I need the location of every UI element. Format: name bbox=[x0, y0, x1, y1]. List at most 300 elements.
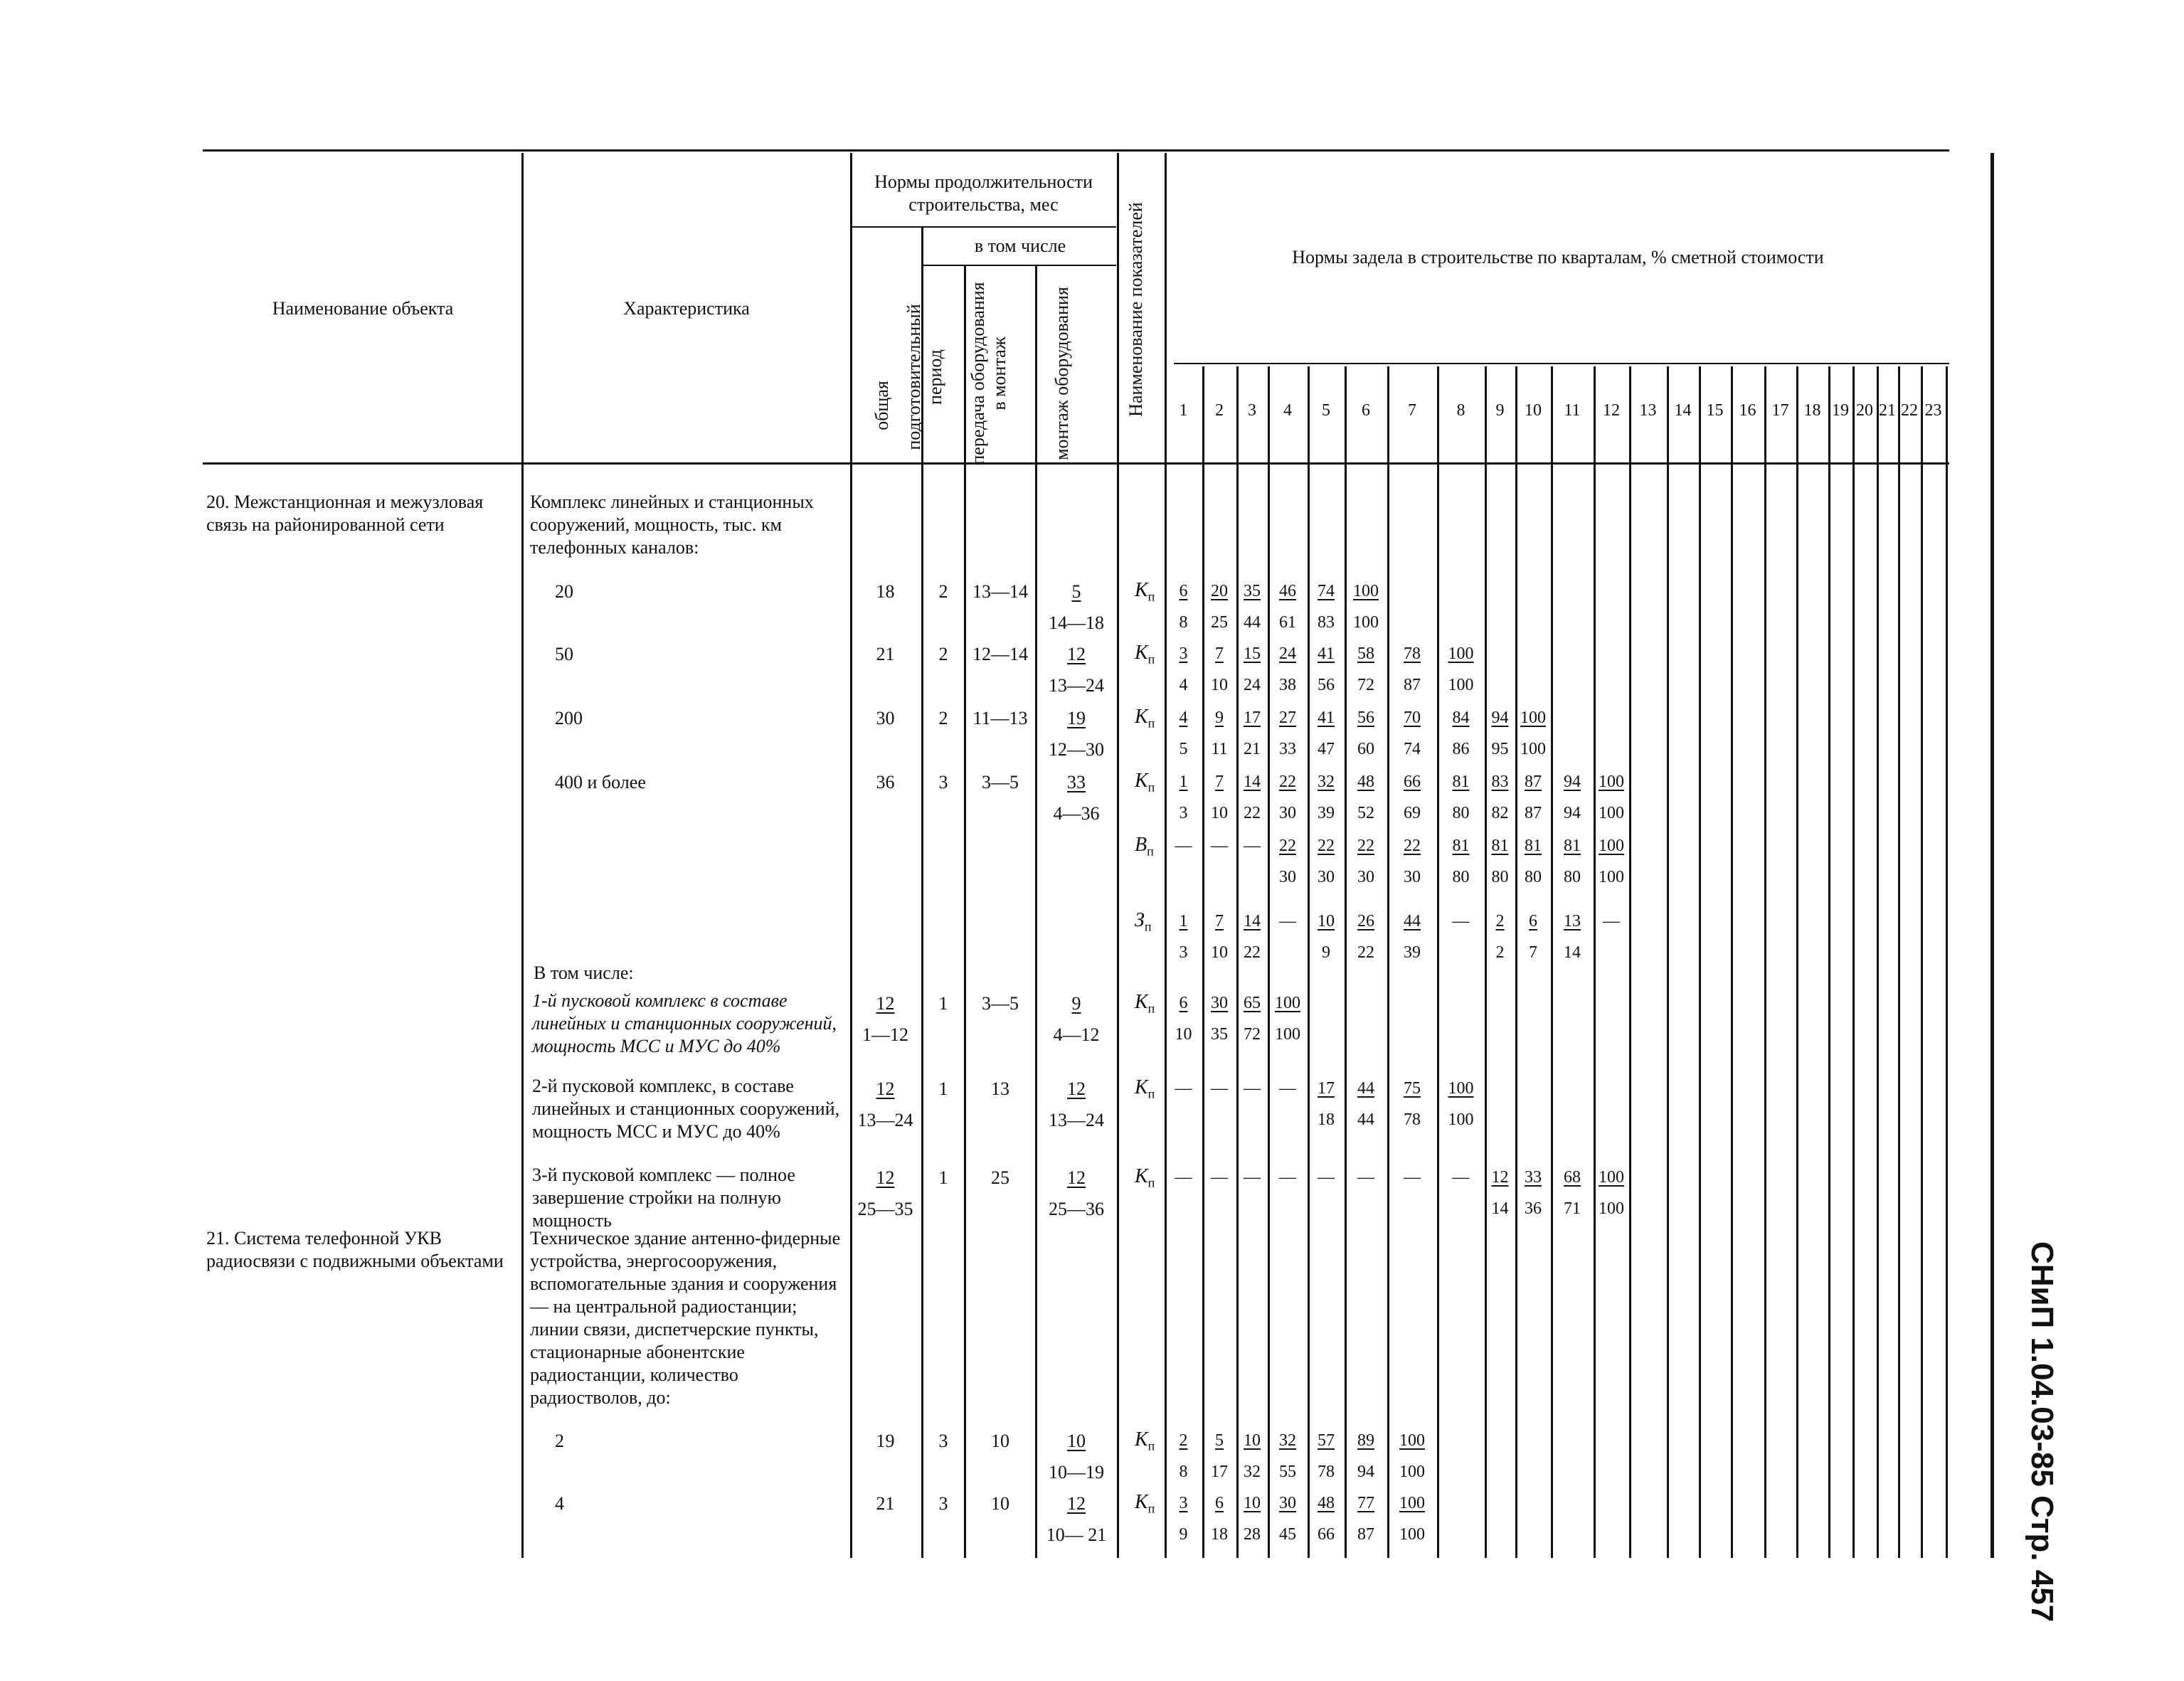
row-equipment-transfer: 13—14 bbox=[972, 581, 1028, 602]
quarter-value-top: 94 bbox=[1564, 773, 1581, 791]
quarter-value-top: 81 bbox=[1452, 773, 1470, 791]
quarter-value-bottom: 100 bbox=[1599, 868, 1624, 886]
quarter-value-top: 100 bbox=[1599, 837, 1624, 855]
quarter-value-bottom: 2 bbox=[1495, 943, 1505, 962]
quarter-header-14: 14 bbox=[1674, 401, 1692, 420]
row-label: 3-й пусковой комплекс — полное завершение стройки на полную мощность bbox=[532, 1165, 795, 1231]
indicator-letter: К bbox=[1135, 1428, 1148, 1451]
quarter-value-bottom: 10 bbox=[1211, 804, 1228, 822]
quarter-value-top: — bbox=[1357, 1168, 1374, 1187]
quarter-subrule bbox=[1174, 363, 1949, 364]
indicator-subscript: п bbox=[1147, 844, 1154, 859]
quarter-value-top: 81 bbox=[1452, 837, 1470, 855]
row-equipment-transfer: 3—5 bbox=[982, 772, 1019, 792]
quarter-value-top: 27 bbox=[1279, 709, 1296, 727]
row-total-range: 13—24 bbox=[857, 1110, 913, 1130]
indicator-subscript: п bbox=[1147, 1175, 1155, 1190]
row-equipment-install: 10 bbox=[1067, 1431, 1086, 1451]
quarter-value-bottom: 52 bbox=[1357, 804, 1374, 822]
row-equipment-transfer: 13 bbox=[991, 1078, 1009, 1099]
quarter-value-bottom: 71 bbox=[1564, 1199, 1581, 1218]
quarter-col-divider bbox=[1667, 366, 1669, 1558]
quarter-value-top: 81 bbox=[1525, 837, 1542, 855]
row-equipment-install: 12 bbox=[1067, 1078, 1086, 1099]
quarter-value-top: — bbox=[1279, 1079, 1296, 1098]
section-20-characteristic: Комплекс линейных и станционных сооружений, мощность, тыс. км телефонных каналов: bbox=[530, 492, 814, 558]
header-equipment-install: монтаж оборудования bbox=[1051, 287, 1072, 460]
col-divider-char bbox=[521, 153, 524, 1558]
quarter-value-top: — bbox=[1175, 1079, 1192, 1098]
quarter-value-top: 35 bbox=[1244, 582, 1261, 600]
quarter-value-bottom: 33 bbox=[1279, 740, 1296, 758]
quarter-value-top: 70 bbox=[1404, 709, 1421, 727]
quarter-value-top: 7 bbox=[1215, 645, 1224, 663]
quarter-value-bottom: 100 bbox=[1448, 1110, 1474, 1129]
quarter-value-top: 17 bbox=[1244, 709, 1261, 727]
quarter-value-top: 30 bbox=[1211, 994, 1228, 1012]
document-code-page: СНиП 1.04.03-85 Стр. 457 bbox=[2025, 1241, 2060, 1623]
quarter-value-bottom: 80 bbox=[1452, 804, 1470, 822]
quarter-value-bottom: 72 bbox=[1244, 1025, 1261, 1044]
row-prep-period: 2 bbox=[938, 708, 948, 728]
quarter-value-top: — bbox=[1211, 837, 1228, 855]
indicator-subscript: п bbox=[1147, 716, 1155, 731]
row-prep-period: 1 bbox=[938, 993, 948, 1014]
quarter-value-top: 94 bbox=[1491, 709, 1509, 727]
quarter-value-top: 3 bbox=[1179, 645, 1188, 663]
quarter-value-top: 57 bbox=[1318, 1431, 1335, 1450]
quarter-header-9: 9 bbox=[1495, 401, 1505, 420]
row-prep-period: 1 bbox=[938, 1078, 948, 1099]
quarter-col-divider bbox=[1731, 366, 1733, 1558]
quarter-value-top: — bbox=[1279, 1168, 1296, 1187]
quarter-value-bottom: 9 bbox=[1322, 943, 1330, 962]
quarter-value-top: 78 bbox=[1404, 645, 1421, 663]
quarter-value-top: 100 bbox=[1520, 709, 1546, 727]
header-indicator-name: Наименование показателей bbox=[1125, 202, 1146, 417]
quarter-value-top: 17 bbox=[1318, 1079, 1335, 1098]
quarter-value-top: 58 bbox=[1357, 645, 1374, 663]
quarter-value-top: 22 bbox=[1357, 837, 1374, 855]
quarter-header-7: 7 bbox=[1408, 401, 1416, 420]
quarter-value-top: 10 bbox=[1244, 1431, 1261, 1450]
quarter-value-bottom: 78 bbox=[1404, 1110, 1421, 1129]
quarter-header-16: 16 bbox=[1739, 401, 1756, 420]
quarter-value-top: 44 bbox=[1357, 1079, 1374, 1098]
quarter-value-top: 81 bbox=[1491, 837, 1509, 855]
duration-subrule bbox=[852, 226, 1116, 228]
row-equipment-transfer: 10 bbox=[991, 1431, 1009, 1451]
row-prep-period: 3 bbox=[938, 1493, 948, 1514]
indicator-letter: К bbox=[1135, 1165, 1148, 1187]
quarter-value-bottom: 94 bbox=[1564, 804, 1581, 822]
quarter-value-top: 81 bbox=[1564, 837, 1581, 855]
quarter-header-3: 3 bbox=[1248, 401, 1256, 420]
quarter-header-11: 11 bbox=[1564, 401, 1581, 420]
quarter-value-bottom: 100 bbox=[1599, 804, 1624, 822]
quarter-value-top: 22 bbox=[1279, 773, 1296, 791]
quarter-value-bottom: 100 bbox=[1353, 613, 1379, 632]
quarter-col-divider bbox=[1268, 366, 1270, 1558]
row-equipment-install: 12 bbox=[1067, 644, 1086, 664]
quarter-value-top: — bbox=[1404, 1168, 1421, 1187]
row-total-range: 25—35 bbox=[857, 1199, 913, 1219]
quarter-value-top: 20 bbox=[1211, 582, 1228, 600]
quarter-col-divider bbox=[1898, 366, 1900, 1558]
quarter-header-18: 18 bbox=[1803, 401, 1821, 420]
quarter-value-top: 41 bbox=[1318, 645, 1335, 663]
indicator-letter: К bbox=[1135, 770, 1148, 792]
row-equipment-install-range: 14—18 bbox=[1049, 613, 1104, 633]
quarter-value-bottom: 80 bbox=[1525, 868, 1542, 886]
quarter-col-divider bbox=[1699, 366, 1701, 1558]
quarter-col-divider bbox=[1852, 366, 1855, 1558]
quarter-value-bottom: 95 bbox=[1491, 740, 1509, 758]
header-backlog-norms: Нормы задела в строительстве по кварталам, % сметной стоимости bbox=[1292, 247, 1824, 267]
quarter-header-23: 23 bbox=[1924, 401, 1942, 420]
row-equipment-install-range: 13—24 bbox=[1049, 675, 1104, 696]
row-equipment-install: 19 bbox=[1067, 708, 1086, 728]
quarter-value-top: — bbox=[1452, 912, 1470, 930]
quarter-value-bottom: 9 bbox=[1179, 1525, 1188, 1544]
indicator-letter: К bbox=[1135, 706, 1148, 728]
row-indicator bbox=[1135, 991, 1155, 1017]
including-subrule bbox=[921, 265, 1116, 266]
quarter-value-top: — bbox=[1175, 837, 1192, 855]
quarter-value-top: — bbox=[1211, 1168, 1228, 1187]
quarter-header-20: 20 bbox=[1856, 401, 1873, 420]
quarter-value-top: 41 bbox=[1318, 709, 1335, 727]
quarter-header-8: 8 bbox=[1456, 401, 1465, 420]
row-equipment-install: 33 bbox=[1067, 772, 1086, 792]
quarter-value-bottom: 7 bbox=[1529, 943, 1537, 962]
row-indicator bbox=[1135, 642, 1155, 667]
row-indicator bbox=[1135, 706, 1155, 731]
quarter-value-bottom: 35 bbox=[1211, 1025, 1228, 1044]
quarter-value-bottom: 38 bbox=[1279, 676, 1296, 694]
quarter-value-bottom: 10 bbox=[1211, 943, 1228, 962]
quarter-value-top: 75 bbox=[1404, 1079, 1421, 1098]
quarter-value-bottom: 80 bbox=[1564, 868, 1581, 886]
quarter-value-bottom: 39 bbox=[1404, 943, 1421, 962]
row-equipment-install-range: 4—36 bbox=[1053, 803, 1100, 824]
row-indicator bbox=[1135, 1165, 1155, 1191]
indicator-subscript: п bbox=[1144, 919, 1152, 934]
quarter-value-bottom: 83 bbox=[1318, 613, 1335, 632]
quarter-value-bottom: 66 bbox=[1318, 1525, 1335, 1544]
quarter-value-bottom: 22 bbox=[1244, 943, 1261, 962]
quarter-value-top: 9 bbox=[1215, 709, 1224, 727]
row-total-range: 1—12 bbox=[862, 1024, 908, 1045]
indicator-subscript: п bbox=[1147, 1086, 1155, 1101]
row-label: 50 bbox=[555, 644, 573, 664]
indicator-subscript: п bbox=[1147, 589, 1155, 604]
quarter-header-15: 15 bbox=[1706, 401, 1724, 420]
quarter-value-top: 68 bbox=[1564, 1168, 1581, 1187]
quarter-header-6: 6 bbox=[1362, 401, 1370, 420]
header-total: общая bbox=[871, 381, 892, 430]
section-21-title: 21. Система телефонной УКВ радиосвязи с подвижными объектами bbox=[206, 1228, 504, 1271]
quarter-value-bottom: 74 bbox=[1404, 740, 1421, 758]
quarter-header-17: 17 bbox=[1771, 401, 1789, 420]
row-indicator bbox=[1135, 1491, 1155, 1517]
quarter-value-bottom: 86 bbox=[1452, 740, 1470, 758]
quarter-value-bottom: 82 bbox=[1491, 804, 1509, 822]
col-divider-total bbox=[850, 153, 852, 1558]
quarter-value-bottom: 36 bbox=[1525, 1199, 1542, 1218]
quarter-value-top: 30 bbox=[1279, 1494, 1296, 1512]
quarter-value-bottom: 80 bbox=[1452, 868, 1470, 886]
quarter-value-bottom: 87 bbox=[1404, 676, 1421, 694]
quarter-header-10: 10 bbox=[1525, 401, 1542, 420]
header-object-name: Наименование объекта bbox=[272, 298, 454, 319]
quarter-value-top: — bbox=[1175, 1168, 1192, 1187]
quarter-value-bottom: 61 bbox=[1279, 613, 1296, 632]
row-total: 21 bbox=[876, 644, 895, 664]
quarter-value-top: 56 bbox=[1357, 709, 1374, 727]
indicator-subscript: п bbox=[1147, 1001, 1155, 1016]
quarter-value-bottom: 17 bbox=[1211, 1463, 1228, 1481]
row-label: 2-й пусковой комплекс, в составе линейных и станционных сооружений, мощность МСС и МУС до 40% bbox=[532, 1076, 840, 1142]
quarter-value-bottom: 32 bbox=[1244, 1463, 1261, 1481]
quarter-header-2: 2 bbox=[1215, 401, 1224, 420]
row-indicator bbox=[1135, 770, 1155, 795]
quarter-value-top: 22 bbox=[1318, 837, 1335, 855]
quarter-value-top: 22 bbox=[1404, 837, 1421, 855]
row-label: 1-й пусковой комплекс в составе линейных и станционных сооружений, мощность МСС и МУС до 40% bbox=[532, 990, 837, 1056]
row-equipment-transfer: 11—13 bbox=[972, 708, 1028, 728]
row-indicator bbox=[1135, 579, 1155, 605]
quarter-value-top: 24 bbox=[1279, 645, 1296, 663]
indicator-subscript: п bbox=[1147, 780, 1155, 795]
indicator-letter: К bbox=[1135, 642, 1148, 664]
quarter-header-5: 5 bbox=[1322, 401, 1330, 420]
quarter-value-top: 32 bbox=[1318, 773, 1335, 791]
quarter-value-bottom: 14 bbox=[1491, 1199, 1509, 1218]
quarter-value-top: 74 bbox=[1318, 582, 1335, 600]
quarter-value-bottom: 80 bbox=[1491, 868, 1509, 886]
quarter-value-top: 100 bbox=[1353, 582, 1379, 600]
quarter-value-top: 14 bbox=[1244, 912, 1261, 930]
indicator-letter: К bbox=[1135, 1491, 1148, 1513]
quarter-value-top: 65 bbox=[1244, 994, 1261, 1012]
row-total: 36 bbox=[876, 772, 895, 792]
indicator-subscript: п bbox=[1147, 1438, 1155, 1453]
row-prep-period: 3 bbox=[938, 1431, 948, 1451]
quarter-value-bottom: 100 bbox=[1599, 1199, 1624, 1218]
quarter-value-bottom: 8 bbox=[1179, 613, 1188, 632]
quarter-value-bottom: 44 bbox=[1244, 613, 1261, 632]
right-border bbox=[1990, 153, 1994, 1558]
row-prep-period: 2 bbox=[938, 581, 948, 602]
row-total: 12 bbox=[876, 1167, 895, 1188]
row-label: 4 bbox=[555, 1493, 564, 1514]
quarter-value-bottom: 3 bbox=[1179, 943, 1188, 962]
quarter-col-divider bbox=[1946, 366, 1948, 1558]
quarter-value-top: 15 bbox=[1244, 645, 1261, 663]
quarter-value-bottom: 22 bbox=[1357, 943, 1374, 962]
quarter-value-bottom: 14 bbox=[1564, 943, 1581, 962]
section-20-title: 20. Межстанционная и межузловая связь на районированной сети bbox=[206, 492, 484, 535]
header-equipment-transfer: передача оборудования в монтаж bbox=[968, 282, 1009, 465]
quarter-value-bottom: 69 bbox=[1404, 804, 1421, 822]
quarter-value-top: 100 bbox=[1448, 1079, 1474, 1098]
row-prep-period: 2 bbox=[938, 644, 948, 664]
quarter-value-bottom: 30 bbox=[1318, 868, 1335, 886]
row-equipment-install-range: 10— 21 bbox=[1046, 1524, 1107, 1545]
quarter-value-bottom: 87 bbox=[1525, 804, 1542, 822]
quarter-value-top: 1 bbox=[1179, 773, 1188, 791]
indicator-letter: З bbox=[1135, 909, 1145, 931]
indicator-letter: К bbox=[1135, 579, 1148, 601]
row-equipment-install-range: 12—30 bbox=[1049, 739, 1104, 760]
quarter-value-top: 4 bbox=[1179, 709, 1188, 727]
quarter-value-top: 26 bbox=[1357, 912, 1374, 930]
quarter-header-19: 19 bbox=[1832, 401, 1849, 420]
quarter-value-top: 7 bbox=[1215, 912, 1224, 930]
quarter-value-top: 89 bbox=[1357, 1431, 1374, 1450]
row-indicator bbox=[1135, 1076, 1155, 1102]
quarter-col-divider bbox=[1764, 366, 1766, 1558]
quarter-value-bottom: 100 bbox=[1520, 740, 1546, 758]
quarter-value-bottom: 87 bbox=[1357, 1525, 1374, 1544]
quarter-value-top: — bbox=[1452, 1168, 1470, 1187]
quarter-header-21: 21 bbox=[1879, 401, 1896, 420]
quarter-value-top: 48 bbox=[1318, 1494, 1335, 1512]
quarter-value-bottom: 45 bbox=[1279, 1525, 1296, 1544]
quarter-value-bottom: 24 bbox=[1244, 676, 1261, 694]
quarter-value-top: 33 bbox=[1525, 1168, 1542, 1187]
quarter-value-bottom: 78 bbox=[1318, 1463, 1335, 1481]
row-prep-period: 3 bbox=[938, 772, 948, 792]
row-total: 21 bbox=[876, 1493, 895, 1514]
quarter-value-top: 100 bbox=[1399, 1431, 1425, 1450]
quarter-value-top: 3 bbox=[1179, 1494, 1188, 1512]
row-label: 2 bbox=[555, 1431, 564, 1451]
indicator-letter: К bbox=[1135, 1076, 1148, 1098]
row-total: 19 bbox=[876, 1431, 895, 1451]
row-equipment-install-range: 10—19 bbox=[1049, 1462, 1104, 1483]
quarter-header-1: 1 bbox=[1179, 401, 1188, 420]
row-indicator bbox=[1135, 834, 1154, 859]
quarter-value-bottom: 56 bbox=[1318, 676, 1335, 694]
quarter-value-top: 32 bbox=[1279, 1431, 1296, 1450]
quarter-col-divider bbox=[1921, 366, 1923, 1558]
quarter-value-top: 77 bbox=[1357, 1494, 1374, 1512]
quarter-value-bottom: 72 bbox=[1357, 676, 1374, 694]
quarter-value-top: 6 bbox=[1179, 994, 1188, 1012]
quarter-value-bottom: 18 bbox=[1318, 1110, 1335, 1129]
quarter-value-bottom: 44 bbox=[1357, 1110, 1374, 1129]
quarter-value-top: 10 bbox=[1244, 1494, 1261, 1512]
quarter-value-bottom: 10 bbox=[1175, 1025, 1192, 1044]
row-total: 30 bbox=[876, 708, 895, 728]
quarter-value-top: 66 bbox=[1404, 773, 1421, 791]
quarter-value-top: 7 bbox=[1215, 773, 1224, 791]
quarter-value-top: 100 bbox=[1599, 773, 1624, 791]
row-label: 20 bbox=[555, 581, 573, 602]
quarter-value-bottom: 11 bbox=[1211, 740, 1228, 758]
quarter-value-top: 48 bbox=[1357, 773, 1374, 791]
quarter-value-top: — bbox=[1244, 837, 1261, 855]
quarter-value-bottom: 39 bbox=[1318, 804, 1335, 822]
including-label: В том числе: bbox=[534, 963, 634, 983]
quarter-value-top: 5 bbox=[1215, 1431, 1224, 1450]
row-equipment-transfer: 3—5 bbox=[982, 993, 1019, 1014]
quarter-value-bottom: 30 bbox=[1357, 868, 1374, 886]
quarter-value-top: 83 bbox=[1491, 773, 1509, 791]
row-total: 12 bbox=[876, 1078, 895, 1099]
quarter-header-13: 13 bbox=[1639, 401, 1657, 420]
row-equipment-install: 12 bbox=[1067, 1493, 1086, 1514]
quarter-value-top: 84 bbox=[1452, 709, 1470, 727]
quarter-value-top: 87 bbox=[1525, 773, 1542, 791]
quarter-value-top: 46 bbox=[1279, 582, 1296, 600]
quarter-value-bottom: 10 bbox=[1211, 676, 1228, 694]
row-equipment-transfer: 25 bbox=[991, 1167, 1009, 1188]
quarter-value-bottom: 100 bbox=[1399, 1463, 1425, 1481]
quarter-col-divider bbox=[1796, 366, 1798, 1558]
quarter-value-bottom: 30 bbox=[1404, 868, 1421, 886]
quarter-value-top: 6 bbox=[1529, 912, 1537, 930]
quarter-value-top: 100 bbox=[1599, 1168, 1624, 1187]
quarter-value-bottom: 18 bbox=[1211, 1525, 1228, 1544]
quarter-value-bottom: 100 bbox=[1275, 1025, 1300, 1044]
quarter-value-bottom: 55 bbox=[1279, 1463, 1296, 1481]
quarter-col-divider bbox=[1594, 366, 1596, 1558]
quarter-value-top: 12 bbox=[1491, 1168, 1509, 1187]
quarter-value-top: 44 bbox=[1404, 912, 1421, 930]
quarter-value-bottom: 21 bbox=[1244, 740, 1261, 758]
quarter-value-top: 22 bbox=[1279, 837, 1296, 855]
row-equipment-install-range: 4—12 bbox=[1053, 1024, 1100, 1045]
quarter-value-top: 2 bbox=[1495, 912, 1505, 930]
quarter-value-top: 2 bbox=[1179, 1431, 1188, 1450]
row-equipment-install-range: 13—24 bbox=[1049, 1110, 1104, 1130]
quarter-value-bottom: 22 bbox=[1244, 804, 1261, 822]
quarter-col-divider bbox=[1437, 366, 1439, 1558]
header-prep-period: подготовительный период bbox=[903, 304, 945, 450]
quarter-value-bottom: 8 bbox=[1179, 1463, 1188, 1481]
quarter-value-top: 10 bbox=[1318, 912, 1335, 930]
quarter-header-12: 12 bbox=[1603, 401, 1620, 420]
quarter-value-bottom: 100 bbox=[1399, 1525, 1425, 1544]
row-equipment-install: 9 bbox=[1071, 993, 1081, 1014]
row-equipment-transfer: 10 bbox=[991, 1493, 1009, 1514]
quarter-value-top: — bbox=[1244, 1079, 1261, 1098]
row-indicator bbox=[1135, 1428, 1155, 1454]
quarter-value-top: 13 bbox=[1564, 912, 1581, 930]
quarter-value-top: 1 bbox=[1179, 912, 1188, 930]
quarter-value-top: 100 bbox=[1399, 1494, 1425, 1512]
quarter-value-bottom: 47 bbox=[1318, 740, 1335, 758]
indicator-letter: В bbox=[1135, 834, 1147, 856]
section-21-characteristic: Техническое здание антенно-фидерные устройства, энергосооружения, вспомогательные здания и сооружения — на центральной радиостанции; линии связи, диспетчерские пункты, стационарные абонентские радиостанции, количество радиостволов, до: bbox=[530, 1228, 841, 1408]
quarter-value-bottom: 30 bbox=[1279, 868, 1296, 886]
quarter-value-bottom: 100 bbox=[1448, 676, 1474, 694]
header-duration-norms: Нормы продолжительности строительства, мес bbox=[874, 171, 1093, 215]
quarter-value-top: — bbox=[1244, 1168, 1261, 1187]
row-equipment-transfer: 12—14 bbox=[972, 644, 1028, 664]
quarter-value-bottom: 28 bbox=[1244, 1525, 1261, 1544]
quarter-header-4: 4 bbox=[1283, 401, 1292, 420]
row-total: 12 bbox=[876, 993, 895, 1014]
quarter-value-bottom: 25 bbox=[1211, 613, 1228, 632]
quarter-value-top: — bbox=[1603, 912, 1620, 930]
row-equipment-install: 12 bbox=[1067, 1167, 1086, 1188]
row-equipment-install-range: 25—36 bbox=[1049, 1199, 1104, 1219]
quarter-value-top: — bbox=[1279, 912, 1296, 930]
